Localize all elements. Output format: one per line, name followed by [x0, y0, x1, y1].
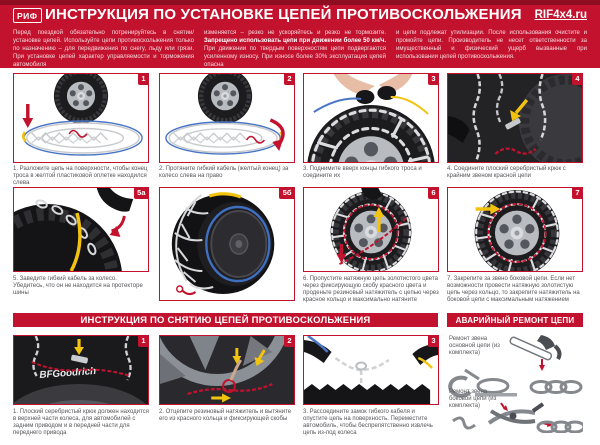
chain-links-icon	[538, 422, 583, 432]
intro-2-post: При движении по твердым поверхностям цепи подвергаются усиленному износу. При износе более 30% эксплуатация цепей опасна	[204, 45, 386, 68]
intro-paragraph-3: и цепи подлежат утилизации. После использования очистите и промойте цепи. Производитель не несет ответственности за имущественный и физический ущерб вызванные при использовании цепей противоскольжения.	[396, 30, 587, 60]
step-caption: 1. Плоский серебристый крюк должен находится в верхней части колеса, для автомобилей с задним приводом и в передней части для переднего привода	[13, 409, 149, 436]
step-number-badge: 3	[428, 73, 439, 85]
install-step-1-panel	[13, 73, 149, 163]
step-6-illustration	[304, 188, 438, 271]
step-number-badge: 2	[284, 335, 295, 347]
step-caption: 1. Разложите цепь на поверхности, чтобы конец троса в желтой пластиковой оплетке находился слева	[13, 166, 148, 186]
install-step-5b-panel	[159, 187, 295, 301]
removal-1-illustration	[14, 336, 148, 404]
install-step-5a-panel	[13, 187, 149, 272]
site-link[interactable]: RIF4x4.ru	[534, 9, 587, 21]
step-caption: 5. Заведите гибкий кабель за колесо. Убедитесь, что он не находится на протекторе шины	[13, 276, 143, 296]
step-caption: 7. Закрепите за звено боковой цепи. Если нет возможности провести натяжную золотистую цепь через кольцо, то закрепите натяжитель на боковой цепи с максимальным натяжением	[447, 276, 580, 303]
hammer-icon	[509, 335, 559, 371]
step-2-illustration	[160, 74, 294, 162]
intro-paragraph-2	[204, 30, 386, 70]
step-5b-illustration	[160, 188, 294, 300]
header-top-strip	[0, 0, 600, 5]
repair-section-title: АВАРИЙНЫЙ РЕМОНТ ЦЕПИ	[447, 313, 583, 327]
step-number-badge: 2	[284, 73, 295, 85]
step-number-badge: 7	[572, 187, 583, 199]
step-number-badge: 3	[428, 335, 439, 347]
install-step-2-panel	[159, 73, 295, 163]
step-caption: 3. Поднимите вверх концы гибкого троса и соедините их	[303, 166, 422, 179]
step-caption: 4. Соедините плоский серебристый крюк с крайним звеном красной цепи	[447, 166, 566, 179]
page-title: ИНСТРУКЦИЯ ПО УСТАНОВКЕ ЦЕПЕЙ ПРОТИВОСКОЛЬЖЕНИЯ	[45, 6, 522, 23]
step-caption: 2. Отцепите резиновый натяжитель и вытяните его из красного кольца и фиксирующей скобы	[159, 409, 292, 422]
removal-2-illustration	[160, 336, 294, 404]
chain-links-icon	[531, 382, 581, 393]
step-number-badge: 6	[428, 187, 439, 199]
removal-step-3-panel	[303, 335, 439, 405]
step-5a-illustration	[14, 188, 148, 271]
step-7-illustration	[448, 188, 582, 271]
step-1-illustration	[14, 74, 148, 162]
step-4-illustration	[448, 74, 582, 162]
removal-step-1-panel	[13, 335, 149, 405]
step-number-badge: 5б	[279, 187, 295, 199]
tire-brand-text: BFGoodrich	[39, 365, 97, 382]
rif-logo: РИФ	[13, 8, 42, 23]
step-3-illustration	[304, 74, 438, 162]
install-step-7-panel	[447, 187, 583, 272]
step-caption: 3. Рассоедините замок гибкого кабеля и опустите цепь на поверхность. Переместите автомобиль, чтобы беспрепятственно извлечь цепь из-под колеса	[303, 409, 433, 436]
repair-section	[447, 333, 583, 433]
intro-2-bold: Запрещено использовать цепи при движении более 50 км/ч.	[204, 37, 386, 44]
removal-3-illustration	[304, 336, 438, 404]
step-caption: 2. Протяните гибкий кабель (желтый конец) за колесо слева на право	[159, 166, 289, 179]
intro-paragraph-1: Перед поездкой обязательно потренируйтесь в снятии/установке цепей. Используйте цепи противоскольжения только по назначению – для передвижения по снегу, льду или грязи. При установке цепей характер управляемости и торможения автомобиля	[13, 30, 194, 68]
intro-2-pre: изменяется – резко не ускоряйтесь и резко не тормозите.	[204, 30, 386, 36]
step-number-badge: 1	[138, 335, 149, 347]
repair-item-2-label: Ремонт звена боковой цепи (из комплекта)	[449, 389, 497, 409]
install-step-3-panel	[303, 73, 439, 163]
step-number-badge: 5а	[134, 187, 149, 199]
header	[0, 0, 600, 68]
step-number-badge: 1	[138, 73, 149, 85]
removal-section-title: ИНСТРУКЦИЯ ПО СНЯТИЮ ЦЕПЕЙ ПРОТИВОСКОЛЬЖЕНИЯ	[13, 313, 438, 327]
install-step-4-panel	[447, 73, 583, 163]
removal-step-2-panel	[159, 335, 295, 405]
repair-item-1-label: Ремонт звена основной цепи (из комплекта)	[449, 336, 500, 356]
step-caption: 6. Пропустите натяжную цепь золотистого цвета через фиксирующую скобу красного цвета и проденьте резиновый натяжитель с цепью через красное кольцо и максимально натяните	[303, 276, 439, 303]
install-step-6-panel	[303, 187, 439, 272]
s-link-icon	[453, 418, 475, 428]
step-number-badge: 4	[572, 73, 583, 85]
